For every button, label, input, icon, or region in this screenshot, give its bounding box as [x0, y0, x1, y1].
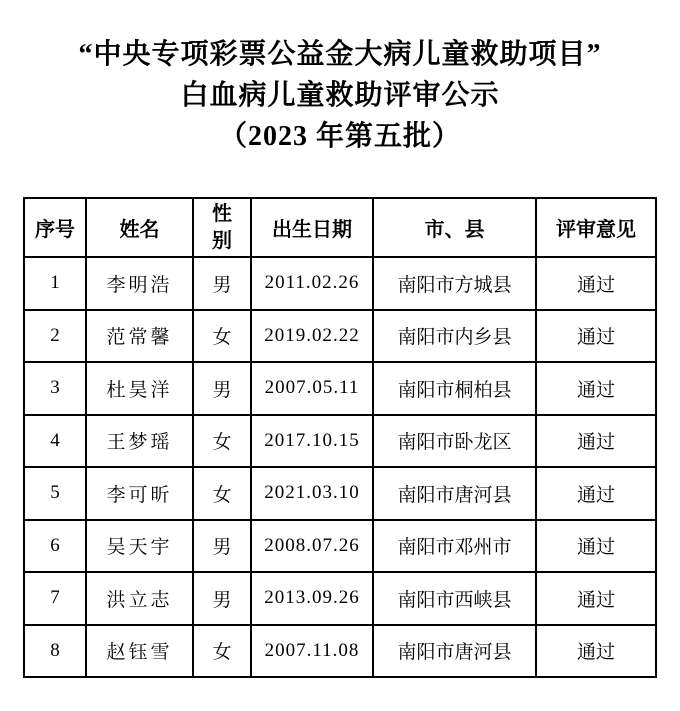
- cell-name: 吴天宇: [86, 520, 193, 573]
- table-header-row: [24, 198, 656, 257]
- cell-city-county: 南阳市唐河县: [373, 625, 536, 678]
- cell-serial: 7: [24, 572, 86, 625]
- table-body: [24, 257, 656, 677]
- cell-review-opinion: 通过: [536, 520, 656, 573]
- cell-serial: 4: [24, 415, 86, 468]
- cell-serial: 5: [24, 467, 86, 520]
- title-line-1: “中央专项彩票公益金大病儿童救助项目”: [78, 39, 602, 70]
- cell-gender: 女: [193, 467, 251, 520]
- cell-name: 杜昊洋: [86, 362, 193, 415]
- title-line-3: （2023 年第五批）: [218, 121, 461, 152]
- cell-serial: 3: [24, 362, 86, 415]
- column-header-city-county: 市、县: [373, 198, 536, 257]
- table-row: [24, 257, 656, 310]
- cell-city-county: 南阳市卧龙区: [373, 415, 536, 468]
- title-line-2: 白血病儿童救助评审公示: [180, 80, 500, 111]
- column-header-birthdate: 出生日期: [251, 198, 373, 257]
- cell-city-county: 南阳市唐河县: [373, 467, 536, 520]
- cell-name: 李明浩: [86, 257, 193, 310]
- cell-city-county: 南阳市西峡县: [373, 572, 536, 625]
- cell-gender: 男: [193, 257, 251, 310]
- cell-serial: 8: [24, 625, 86, 678]
- cell-city-county: 南阳市内乡县: [373, 310, 536, 363]
- cell-birthdate: 2007.11.08: [251, 625, 373, 678]
- cell-review-opinion: 通过: [536, 257, 656, 310]
- cell-gender: 男: [193, 572, 251, 625]
- cell-serial: 6: [24, 520, 86, 573]
- cell-birthdate: 2021.03.10: [251, 467, 373, 520]
- cell-review-opinion: 通过: [536, 625, 656, 678]
- cell-gender: 女: [193, 415, 251, 468]
- cell-review-opinion: 通过: [536, 467, 656, 520]
- review-result-table: [23, 197, 657, 678]
- cell-gender: 男: [193, 520, 251, 573]
- table-row: [24, 415, 656, 468]
- cell-name: 范常馨: [86, 310, 193, 363]
- cell-birthdate: 2017.10.15: [251, 415, 373, 468]
- cell-review-opinion: 通过: [536, 415, 656, 468]
- cell-review-opinion: 通过: [536, 310, 656, 363]
- column-header-serial: 序号: [24, 198, 86, 257]
- column-header-gender-label: 性别: [212, 202, 232, 252]
- cell-serial: 2: [24, 310, 86, 363]
- cell-review-opinion: 通过: [536, 362, 656, 415]
- cell-birthdate: 2008.07.26: [251, 520, 373, 573]
- table-row: [24, 310, 656, 363]
- table-row: [24, 625, 656, 678]
- cell-city-county: 南阳市桐柏县: [373, 362, 536, 415]
- cell-gender: 女: [193, 625, 251, 678]
- cell-city-county: 南阳市方城县: [373, 257, 536, 310]
- cell-name: 赵钰雪: [86, 625, 193, 678]
- column-header-gender: [193, 198, 251, 257]
- cell-birthdate: 2019.02.22: [251, 310, 373, 363]
- table-row: [24, 362, 656, 415]
- cell-birthdate: 2013.09.26: [251, 572, 373, 625]
- cell-name: 王梦瑶: [86, 415, 193, 468]
- cell-review-opinion: 通过: [536, 572, 656, 625]
- cell-serial: 1: [24, 257, 86, 310]
- column-header-review-opinion: 评审意见: [536, 198, 656, 257]
- cell-name: 李可昕: [86, 467, 193, 520]
- page-title: [0, 0, 680, 157]
- cell-birthdate: 2011.02.26: [251, 257, 373, 310]
- table-row: [24, 572, 656, 625]
- cell-gender: 女: [193, 310, 251, 363]
- table-row: [24, 467, 656, 520]
- table-row: [24, 520, 656, 573]
- cell-city-county: 南阳市邓州市: [373, 520, 536, 573]
- cell-gender: 男: [193, 362, 251, 415]
- cell-birthdate: 2007.05.11: [251, 362, 373, 415]
- column-header-name: 姓名: [86, 198, 193, 257]
- cell-name: 洪立志: [86, 572, 193, 625]
